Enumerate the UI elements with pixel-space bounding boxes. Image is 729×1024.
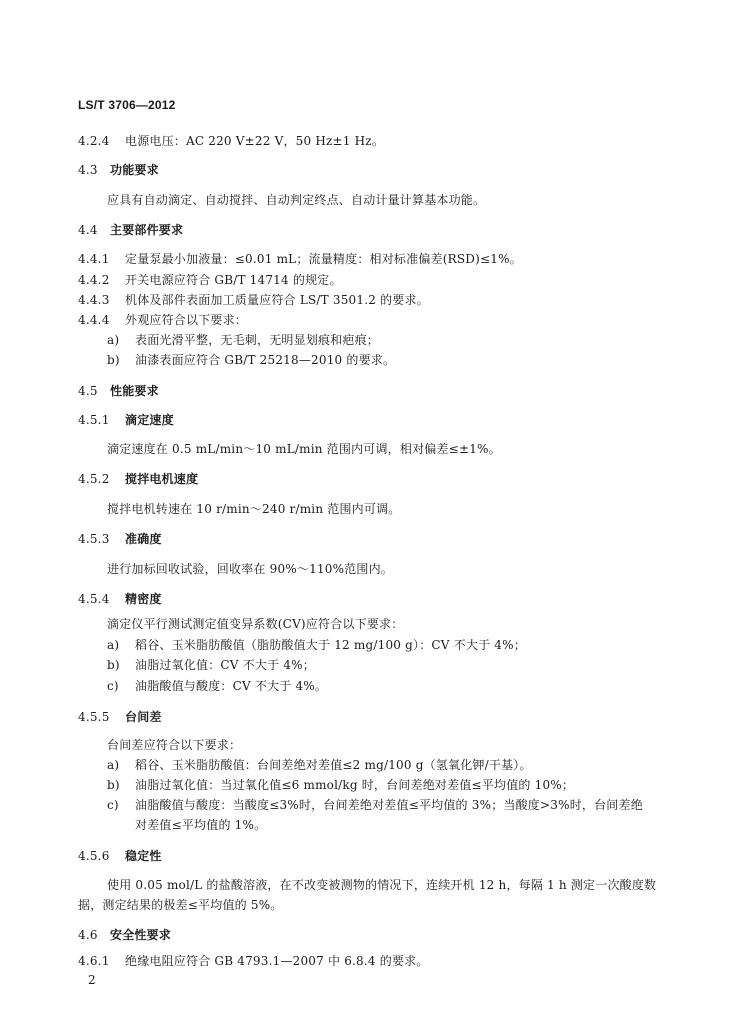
list-marker: b): [107, 658, 120, 672]
clause-number: 4.2.4: [78, 134, 110, 148]
subsection-number: 4.5.4: [78, 592, 110, 606]
clause-text: 开关电源应符合 GB/T 14714 的规定。: [125, 273, 342, 287]
list-item: 稻谷、玉米脂肪酸值（脂肪酸值大于 12 mg/100 g）：CV 不大于 4%；: [135, 638, 526, 652]
subsection-number: 4.5.3: [78, 532, 110, 546]
clause-number: 4.6.1: [78, 954, 110, 968]
paragraph: 台间差应符合以下要求：: [107, 738, 242, 752]
section-number: 4.4: [78, 223, 98, 237]
clause-number: 4.4.1: [78, 252, 110, 266]
section-heading: 主要部件要求: [110, 223, 184, 237]
list-item: 油脂过氧化值：CV 不大于 4%；: [135, 658, 315, 672]
paragraph: 进行加标回收试验，回收率在 90%～110%范围内。: [107, 562, 393, 576]
list-marker: a): [107, 333, 120, 347]
section-heading: 性能要求: [110, 384, 159, 398]
section-number: 4.5: [78, 384, 98, 398]
clause-text: 机体及部件表面加工质量应符合 LS/T 3501.2 的要求。: [125, 293, 429, 307]
list-item: 表面光滑平整，无毛刺，无明显划痕和疤痕；: [135, 333, 380, 347]
section-number: 4.6: [78, 928, 98, 942]
paragraph: 应具有自动滴定、自动搅拌、自动判定终点、自动计量计算基本功能。: [107, 193, 486, 207]
list-marker: c): [107, 679, 119, 693]
paragraph: 使用 0.05 mol/L 的盐酸溶液，在不改变被测物的情况下，连续开机 12 h，每隔 1 h 测定一次酸度数: [107, 878, 657, 892]
list-item: 油脂酸值与酸度：当酸度≤3%时，台间差绝对差值≤平均值的 3%；当酸度>3%时，台间差绝: [135, 798, 643, 812]
subsection-heading: 台间差: [125, 710, 162, 724]
subsection-number: 4.5.5: [78, 710, 110, 724]
subsection-heading: 准确度: [125, 532, 162, 546]
subsection-number: 4.5.2: [78, 472, 110, 486]
list-marker: a): [107, 758, 120, 772]
clause-number: 4.4.3: [78, 293, 110, 307]
list-item-continuation: 对差值≤平均值的 1%。: [135, 818, 267, 832]
clause-number: 4.4.4: [78, 313, 110, 327]
clause-text: 电源电压：AC 220 V±22 V，50 Hz±1 Hz。: [125, 134, 385, 148]
section-heading: 功能要求: [110, 163, 159, 177]
clause-text: 绝缘电阻应符合 GB 4793.1—2007 中 6.8.4 的要求。: [125, 954, 429, 968]
section-number: 4.3: [78, 163, 98, 177]
standard-code: LS/T 3706—2012: [78, 98, 176, 112]
clause-text: 定量泵最小加液量：≤0.01 mL；流量精度：相对标准偏差(RSD)≤1%。: [125, 252, 522, 266]
list-marker: b): [107, 778, 120, 792]
subsection-heading: 滴定速度: [125, 413, 174, 427]
list-item: 油漆表面应符合 GB/T 25218—2010 的要求。: [135, 353, 396, 367]
clause-text: 外观应符合以下要求：: [125, 313, 248, 327]
subsection-heading: 稳定性: [125, 849, 162, 863]
section-heading: 安全性要求: [110, 928, 172, 942]
paragraph: 滴定仪平行测试测定值变异系数(CV)应符合以下要求：: [107, 617, 404, 631]
subsection-heading: 精密度: [125, 592, 162, 606]
list-marker: a): [107, 638, 120, 652]
subsection-number: 4.5.1: [78, 413, 110, 427]
list-marker: c): [107, 798, 119, 812]
clause-number: 4.4.2: [78, 273, 110, 287]
page-number: 2: [88, 973, 96, 987]
subsection-number: 4.5.6: [78, 849, 110, 863]
list-marker: b): [107, 353, 120, 367]
list-item: 油脂酸值与酸度：CV 不大于 4%。: [135, 679, 328, 693]
list-item: 油脂过氧化值：当过氧化值≤6 mmol/kg 时，台间差绝对差值≤平均值的 10%；: [135, 778, 575, 792]
subsection-heading: 搅拌电机速度: [125, 472, 199, 486]
list-item: 稻谷、玉米脂肪酸值：台间差绝对差值≤2 mg/100 g（氢氧化钾/干基）。: [135, 758, 532, 772]
paragraph-continuation: 据，测定结果的极差≤平均值的 5%。: [78, 898, 283, 912]
paragraph: 滴定速度在 0.5 mL/min～10 mL/min 范围内可调，相对偏差≤±1%。: [107, 442, 501, 456]
paragraph: 搅拌电机转速在 10 r/min～240 r/min 范围内可调。: [107, 502, 401, 516]
